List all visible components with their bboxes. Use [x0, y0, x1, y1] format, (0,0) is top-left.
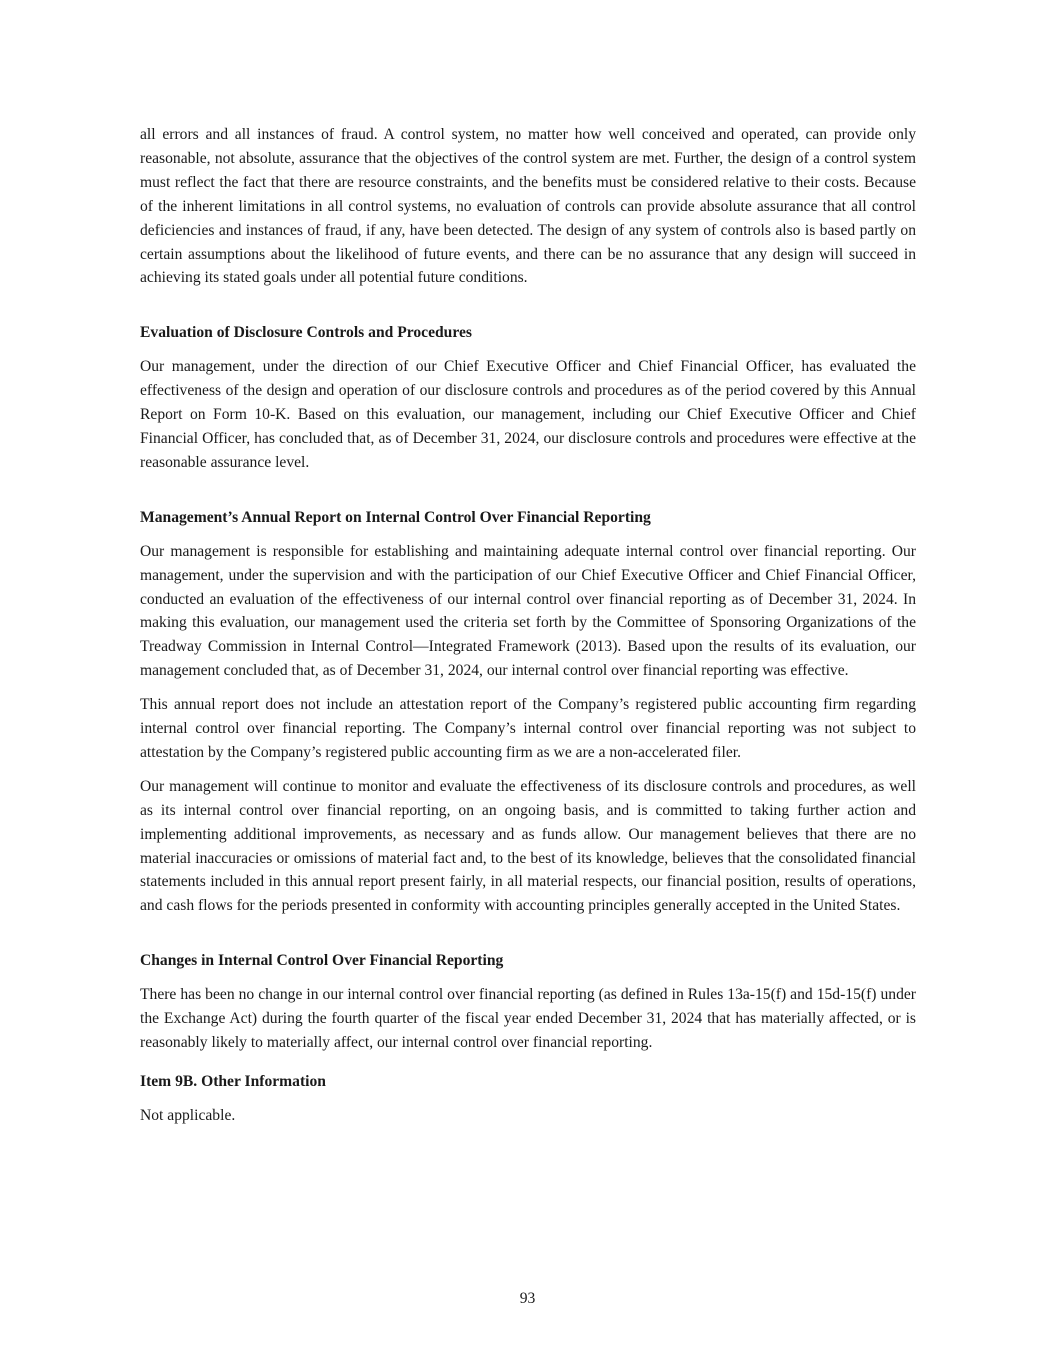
intro-paragraph: all errors and all instances of fraud. A control system, no matter how well conceived and operated, can provide only reasonable, not absolute, assurance that the objectives of the control system are met. Further, the design of a control system must reflect the fact that there are resource constraints, and the benefits must be considered relative to their costs. Because of the inherent limitations in all control systems, no evaluation of controls can provide absolute assurance that all control deficiencies and instances of fraud, if any, have been detected. The design of any system of controls also is based partly on certain assumptions about the likelihood of future events, and there can be no assurance that any design will succeed in achieving its stated goals under all potential future conditions.: [140, 126, 916, 287]
page-number: 93: [519, 1290, 536, 1307]
disclosure-controls-paragraph: Our management, under the direction of our Chief Executive Officer and Chief Financial Officer, has evaluated the effectiveness of the design and operation of our disclosure controls and procedures as of the period covered by this Annual Report on Form 10-K. Based on this evaluation, our management, including our Chief Executive Officer and Chief Financial Officer, has concluded that, as of December 31, 2024, our disclosure controls and procedures were effective at the reasonable assurance level.: [140, 358, 916, 471]
section-heading-disclosure-controls: Evaluation of Disclosure Controls and Procedures: [140, 324, 472, 342]
page-content: [140, 123, 916, 1128]
management-report-paragraph-1: Our management is responsible for establishing and maintaining adequate internal control over financial reporting. Our management, under the supervision and with the participation of our Chief Executive Officer and Chief Financial Officer, conducted an evaluation of the effectiveness of our internal control over financial reporting as of December 31, 2024. In making this evaluation, our management used the criteria set forth by the Committee of Sponsoring Organizations of the Treadway Commission in Internal Control—Integrated Framework (2013). Based upon the results of its evaluation, our management concluded that, as of December 31, 2024, our internal control over financial reporting was effective.: [140, 542, 916, 680]
changes-internal-control-paragraph: There has been no change in our internal control over financial reporting (as defined in Rules 13a-15(f) and 15d-15(f) under the Exchange Act) during the fourth quarter of the fiscal year ended December 31, 2024 that has materially affected, or is reasonably likely to materially affect, our internal control over financial reporting.: [140, 986, 916, 1051]
item-9b-paragraph: Not applicable.: [140, 1106, 236, 1124]
management-report-paragraph-3: Our management will continue to monitor and evaluate the effectiveness of its disclosure controls and procedures, as well as its internal control over financial reporting, on an ongoing basis, and is committed to taking further action and implementing additional improvements, as necessary and as funds allow. Our management believes that there are no material inaccuracies or omissions of material fact and, to the best of its knowledge, believes that the consolidated financial statements included in this annual report present fairly, in all material respects, our financial position, results of operations, and cash flows for the periods presented in conformity with accounting principles generally accepted in the United States.: [140, 777, 916, 915]
section-heading-management-report: Management’s Annual Report on Internal Control Over Financial Reporting: [140, 508, 651, 526]
management-report-paragraph-2: This annual report does not include an attestation report of the Company’s registered public accounting firm regarding internal control over financial reporting. The Company’s internal control over financial reporting was not subject to attestation by the Company’s registered public accounting firm as we are a non-accelerated filer.: [140, 696, 916, 761]
section-heading-item-9b: Item 9B. Other Information: [140, 1072, 326, 1090]
section-heading-changes-internal-control: Changes in Internal Control Over Financial Reporting: [140, 952, 504, 970]
